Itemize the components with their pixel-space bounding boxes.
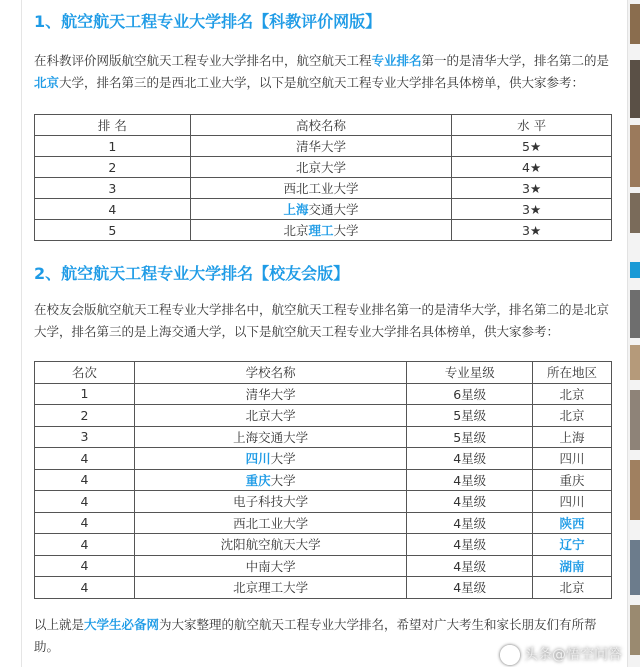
school-name-cell xyxy=(190,199,452,220)
table-row xyxy=(35,448,612,470)
watermark-text: 头条@悟空问答 xyxy=(524,647,622,663)
intro-link[interactable]: 北京 xyxy=(34,75,60,90)
table-row xyxy=(35,220,612,241)
level-cell: 3★ xyxy=(452,178,612,199)
table-row xyxy=(35,136,612,157)
school-name-cell xyxy=(134,426,407,448)
school-name-link[interactable]: 重庆 xyxy=(245,472,271,488)
intro-text: 在科教评价网版航空航天工程专业大学排名中，航空航天工程 xyxy=(34,53,372,68)
thumbnail-image[interactable] xyxy=(630,345,640,380)
school-name-cell xyxy=(134,491,407,513)
level-cell: 4★ xyxy=(452,157,612,178)
school-name: 中南大学 xyxy=(245,558,296,574)
school-name: 西北工业大学 xyxy=(233,515,309,531)
intro-text: 第一的是清华大学，排名第二的是 xyxy=(421,53,610,68)
region-cell xyxy=(533,577,612,599)
rank-cell: 5 xyxy=(35,220,191,241)
thumbnail-image[interactable] xyxy=(630,390,640,450)
star-level-cell: 4星级 xyxy=(407,448,533,470)
school-name: 清华大学 xyxy=(245,386,296,402)
school-name: 北京 xyxy=(283,223,309,238)
school-name: 大学 xyxy=(333,223,359,238)
table-row xyxy=(35,469,612,491)
region-cell xyxy=(533,383,612,405)
rank-cell: 4 xyxy=(35,469,135,491)
school-name-cell xyxy=(134,405,407,427)
region: 北京 xyxy=(559,386,585,402)
table-header-row xyxy=(35,362,612,384)
school-name: 北京大学 xyxy=(295,160,346,175)
school-name-cell xyxy=(190,136,452,157)
thumbnail-image[interactable] xyxy=(630,605,640,655)
column-header: 学校名称 xyxy=(134,362,407,384)
section2-heading: 2、航空航天工程专业大学排名【校友会版】 xyxy=(34,264,350,283)
rank-cell: 4 xyxy=(35,577,135,599)
school-name: 沈阳航空航天大学 xyxy=(220,537,321,553)
column-header: 名次 xyxy=(35,362,135,384)
column-header: 所在地区 xyxy=(533,362,612,384)
section1-intro xyxy=(34,50,612,94)
school-name-cell xyxy=(134,383,407,405)
intro-link[interactable]: 专业排名 xyxy=(371,53,422,68)
region-cell xyxy=(533,405,612,427)
column-header: 专业星级 xyxy=(407,362,533,384)
star-level-cell: 4星级 xyxy=(407,534,533,556)
region-cell xyxy=(533,555,612,577)
school-name: 大学 xyxy=(270,472,296,488)
table-row xyxy=(35,534,612,556)
star-level-cell: 5星级 xyxy=(407,405,533,427)
school-name-link[interactable]: 理工 xyxy=(308,223,334,238)
column-header: 高校名称 xyxy=(190,115,452,136)
rank-cell: 2 xyxy=(35,405,135,427)
star-level-cell: 6星级 xyxy=(407,383,533,405)
rank-cell: 4 xyxy=(35,555,135,577)
rank-cell: 4 xyxy=(35,512,135,534)
region-cell xyxy=(533,491,612,513)
school-name: 电子科技大学 xyxy=(233,494,309,510)
region-cell xyxy=(533,426,612,448)
table-row xyxy=(35,178,612,199)
school-name-cell xyxy=(134,448,407,470)
thumbnail-image[interactable] xyxy=(630,4,640,44)
footer-text: 以上就是 xyxy=(34,617,85,632)
table-row xyxy=(35,555,612,577)
table-row xyxy=(35,199,612,220)
school-name: 清华大学 xyxy=(295,139,346,154)
rank-cell: 4 xyxy=(35,491,135,513)
section1-heading: 1、航空航天工程专业大学排名【科教评价网版】 xyxy=(34,12,382,31)
thumbnail-image[interactable] xyxy=(630,290,640,338)
rank-cell: 1 xyxy=(35,383,135,405)
star-level-cell: 4星级 xyxy=(407,469,533,491)
intro-text: 大学，排名第三的是西北工业大学，以下是航空航天工程专业大学排名具体榜单，供大家参考： xyxy=(59,75,585,90)
level-cell: 3★ xyxy=(452,220,612,241)
rank-cell: 1 xyxy=(35,136,191,157)
table-row xyxy=(35,577,612,599)
table-row xyxy=(35,405,612,427)
section2-intro: 在校友会版航空航天工程专业大学排名中，航空航天工程专业排名第一的是清华大学，排名第二的是北京大学，排名第三的是上海交通大学，以下是航空航天工程专业大学排名具体榜单，供大家参考： xyxy=(34,302,610,339)
school-name: 北京大学 xyxy=(245,408,296,424)
region: 四川 xyxy=(559,494,585,510)
table-row xyxy=(35,491,612,513)
region: 北京 xyxy=(559,580,585,596)
ranking-table-1 xyxy=(34,114,612,241)
region: 北京 xyxy=(559,408,585,424)
school-name: 大学 xyxy=(270,451,296,467)
region: 上海 xyxy=(559,429,585,445)
table-header-row xyxy=(35,115,612,136)
table-body xyxy=(35,383,612,598)
column-header: 排 名 xyxy=(35,115,191,136)
region: 重庆 xyxy=(559,472,585,488)
school-name-cell xyxy=(134,577,407,599)
column-header: 水 平 xyxy=(452,115,612,136)
school-name-cell xyxy=(190,178,452,199)
school-name: 西北工业大学 xyxy=(283,181,359,196)
region-cell xyxy=(533,469,612,491)
table-row xyxy=(35,157,612,178)
thumbnail-image[interactable] xyxy=(630,125,640,187)
school-name-link[interactable]: 上海 xyxy=(283,202,309,217)
thumbnail-image[interactable] xyxy=(630,60,640,118)
region-cell xyxy=(533,534,612,556)
region-cell xyxy=(533,512,612,534)
school-name: 交通大学 xyxy=(308,202,359,217)
school-name-cell xyxy=(134,469,407,491)
school-name-cell xyxy=(134,534,407,556)
wukong-logo-icon xyxy=(500,645,520,665)
school-name: 上海交通大学 xyxy=(233,429,309,445)
rank-cell: 4 xyxy=(35,448,135,470)
school-name: 北京理工大学 xyxy=(233,580,309,596)
region-link[interactable]: 辽宁 xyxy=(559,537,585,553)
table-row xyxy=(35,512,612,534)
watermark xyxy=(500,644,622,665)
school-name-link[interactable]: 四川 xyxy=(245,451,271,467)
region-link[interactable]: 湖南 xyxy=(559,558,585,574)
star-level-cell: 4星级 xyxy=(407,555,533,577)
star-level-cell: 4星级 xyxy=(407,491,533,513)
region-cell xyxy=(533,448,612,470)
thumbnail-image[interactable] xyxy=(630,193,640,233)
star-level-cell: 4星级 xyxy=(407,577,533,599)
rank-cell: 3 xyxy=(35,426,135,448)
footer-text: 为大家整理的航空航天工程专业大学排名，希望对广大考生和家长朋友们有所帮助。 xyxy=(34,617,597,654)
table-body xyxy=(35,136,612,241)
table-row xyxy=(35,426,612,448)
ranking-table-2 xyxy=(34,361,612,599)
rank-cell: 4 xyxy=(35,199,191,220)
table-row xyxy=(35,383,612,405)
level-cell: 3★ xyxy=(452,199,612,220)
region: 四川 xyxy=(559,451,585,467)
site-link[interactable]: 大学生必备网 xyxy=(84,617,160,632)
region-link[interactable]: 陕西 xyxy=(559,515,585,531)
school-name-cell xyxy=(134,512,407,534)
star-level-cell: 5星级 xyxy=(407,426,533,448)
school-name-cell xyxy=(134,555,407,577)
rank-cell: 2 xyxy=(35,157,191,178)
thumbnail-image[interactable] xyxy=(630,262,640,278)
content-left-border xyxy=(21,0,22,667)
star-level-cell: 4星级 xyxy=(407,512,533,534)
school-name-cell xyxy=(190,157,452,178)
level-cell: 5★ xyxy=(452,136,612,157)
thumbnail-image[interactable] xyxy=(630,540,640,595)
school-name-cell xyxy=(190,220,452,241)
rank-cell: 3 xyxy=(35,178,191,199)
thumbnail-image[interactable] xyxy=(630,460,640,520)
rank-cell: 4 xyxy=(35,534,135,556)
